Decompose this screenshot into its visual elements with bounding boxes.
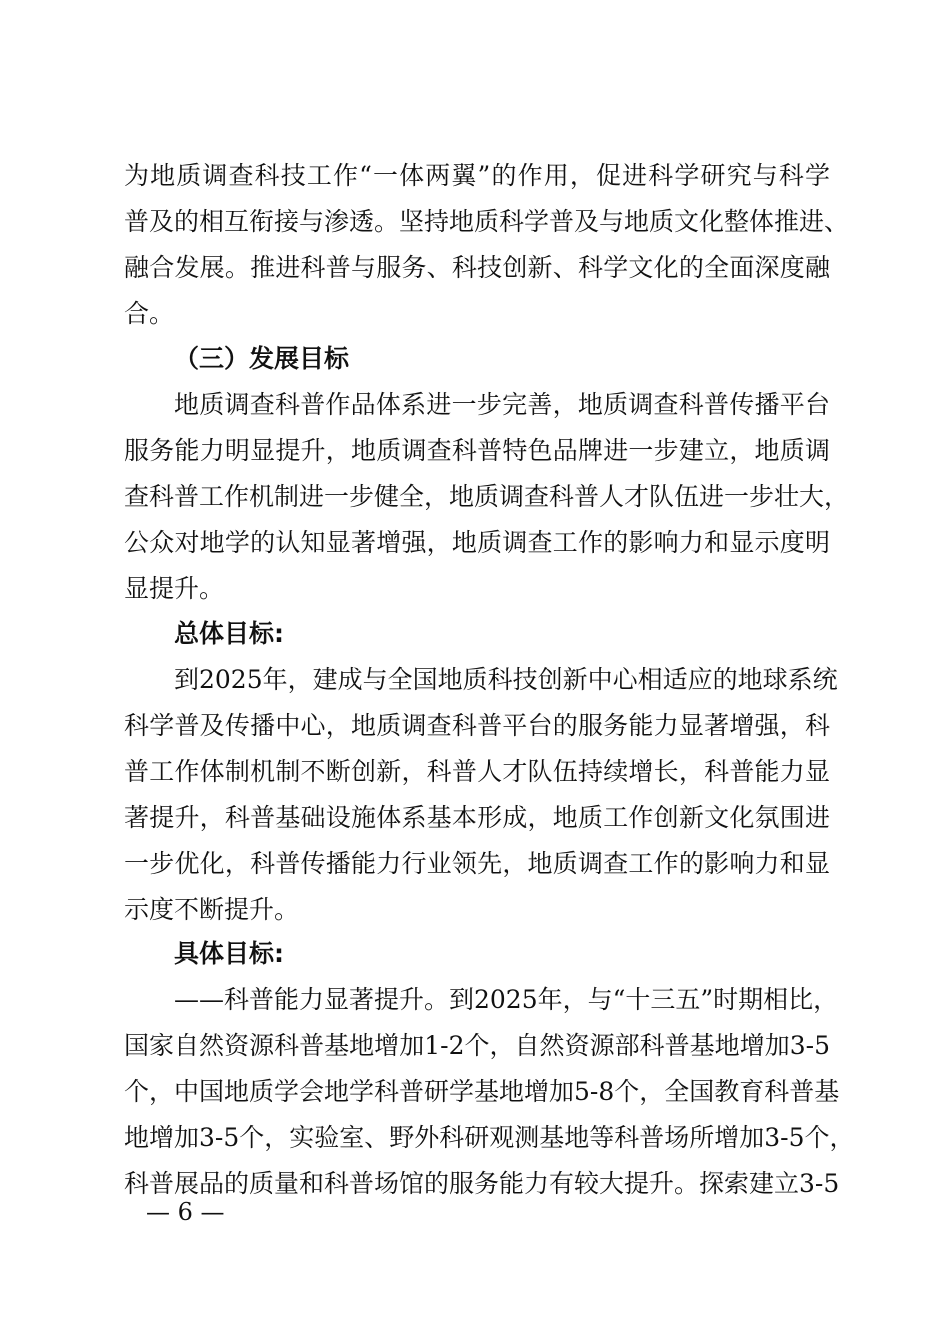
text-line: 公众对地学的认知显著增强，地质调查工作的影响力和显示度明	[124, 528, 830, 557]
text-line: 著提升，科普基础设施体系基本形成，地质工作创新文化氛围进	[124, 803, 830, 832]
subsection-heading: 总体目标:	[174, 619, 284, 648]
text-line: 到2025年，建成与全国地质科技创新中心相适应的地球系统	[174, 665, 838, 694]
text-line: 国家自然资源科普基地增加1-2个，自然资源部科普基地增加3-5	[124, 1031, 830, 1060]
text-line: 个，中国地质学会地学科普研学基地增加5-8个，全国教育科普基	[124, 1077, 840, 1106]
text-line: 普工作体制机制不断创新，科普人才队伍持续增长，科普能力显	[124, 757, 830, 786]
text-line: 服务能力明显提升，地质调查科普特色品牌进一步建立，地质调	[124, 436, 830, 465]
text-line: 地增加3-5个，实验室、野外科研观测基地等科普场所增加3-5个，	[124, 1123, 855, 1152]
text-line: 查科普工作机制进一步健全，地质调查科普人才队伍进一步壮大，	[124, 482, 850, 511]
text-line: 为地质调查科技工作“一体两翼”的作用，促进科学研究与科学	[124, 161, 830, 190]
text-line: 科学普及传播中心，地质调查科普平台的服务能力显著增强，科	[124, 711, 830, 740]
subsection-heading: 具体目标:	[174, 939, 284, 968]
text-line: 融合发展。推进科普与服务、科技创新、科学文化的全面深度融	[124, 253, 830, 282]
text-line: 合。	[124, 299, 175, 328]
text-line: 示度不断提升。	[124, 895, 300, 924]
text-line: 显提升。	[124, 574, 225, 603]
text-line: ——科普能力显著提升。到2025年，与“十三五”时期相比，	[174, 985, 839, 1014]
text-line: 普及的相互衔接与渗透。坚持地质科学普及与地质文化整体推进、	[124, 207, 850, 236]
text-line: 科普展品的质量和科普场馆的服务能力有较大提升。探索建立3-5	[124, 1169, 840, 1198]
section-heading: （三）发展目标	[174, 344, 350, 373]
page-number: — 6 —	[146, 1198, 225, 1226]
text-line: 一步优化，科普传播能力行业领先，地质调查工作的影响力和显	[124, 849, 830, 878]
text-line: 地质调查科普作品体系进一步完善，地质调查科普传播平台	[174, 390, 830, 419]
